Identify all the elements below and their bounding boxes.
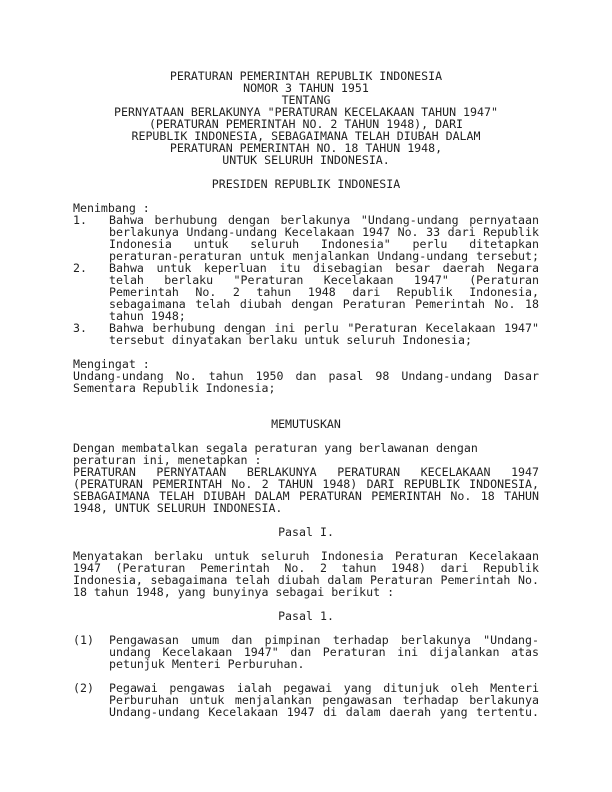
pasal-i-paragraph: Indonesia, sebagaimana telah diubah dalam Peraturan Pemerintah No. (73, 573, 539, 587)
text-line: tersebut dinyatakan berlaku untuk seluruh Indonesia; (109, 333, 472, 347)
text-line: Pegawai pengawas ialah pegawai yang ditunjuk oleh Menteri (109, 681, 539, 695)
document-text (73, 70, 539, 718)
list-item-body (109, 634, 539, 670)
document-title: PERATURAN PEMERINTAH NO. 18 TAHUN 1948, (169, 141, 443, 155)
text-line: petunjuk Menteri Perburuhan. (109, 657, 305, 671)
list-item-body (109, 682, 539, 718)
text-line: undang Kecelakaan 1947" dan Peraturan ini dijalankan atas (109, 645, 539, 659)
pasal-i-paragraph: 18 tahun 1948, yang bunyinya sebagai berikut : (73, 585, 395, 599)
text-line: sebagaimana telah diubah dengan Peraturan Pemerintah No. 18 (109, 297, 539, 311)
menimbang-item-3 (73, 322, 539, 346)
list-marker: (1) (73, 633, 94, 647)
list-item-body (109, 214, 539, 262)
memutuskan-heading: MEMUTUSKAN (271, 417, 341, 431)
text-line: Bahwa berhubung dengan ini perlu "Peraturan Kecelakaan 1947" (109, 321, 539, 335)
presiden-heading: PRESIDEN REPUBLIK INDONESIA (211, 177, 401, 191)
text-line: Perburuhan untuk menjalankan pengawasan terhadap berlakunya (109, 693, 539, 707)
text-line: Undang-undang Kecelakaan 1947 di dalam daerah yang tertentu. (109, 705, 539, 719)
pasal-i-paragraph: 1947 (Peraturan Pemerintah No. 2 tahun 1948) dari Republik (73, 561, 539, 575)
mengingat-section: Mengingat : (73, 357, 150, 371)
menimbang-item-2 (73, 262, 539, 322)
menetapkan-paragraph: SEBAGAIMANA TELAH DIUBAH DALAM PERATURAN PEMERINTAH No. 18 TAHUN (73, 489, 539, 503)
menetapkan-paragraph: 1948, UNTUK SELURUH INDONESIA. (73, 501, 283, 515)
document-title: TENTANG (281, 93, 331, 107)
menetapkan-paragraph: Dengan membatalkan segala peraturan yang berlawanan dengan (73, 441, 478, 455)
mengingat-section: Undang-undang No. tahun 1950 dan pasal 98 Undang-undang Dasar (73, 369, 539, 383)
menetapkan-paragraph: (PERATURAN PEMERINTAH No. 2 TAHUN 1948) DARI REPUBLIK INDONESIA, (73, 477, 539, 491)
document-title: REPUBLIK INDONESIA, SEBAGAIMANA TELAH DIUBAH DALAM (131, 129, 481, 143)
text-line: telah berlaku "Peraturan Kecelakaan 1947" (Peraturan (109, 273, 539, 287)
text-line: berlakunya Undang-undang Kecelakaan 1947 No. 33 dari Republik (109, 225, 539, 239)
pasal-1-item-1 (73, 634, 539, 670)
list-item-body (109, 322, 539, 346)
text-line: Bahwa untuk keperluan itu disebagian besar daerah Negara (109, 261, 539, 275)
menimbang-item-1 (73, 214, 539, 262)
pasal-i-heading: Pasal I. (278, 525, 334, 539)
list-marker: 2. (73, 261, 87, 275)
text-line: Pemerintah No. 2 tahun 1948 dari Republik Indonesia, (109, 285, 539, 299)
menetapkan-paragraph: PERATURAN PERNYATAAN BERLAKUNYA PERATURAN KECELAKAAN 1947 (73, 465, 539, 479)
list-marker: 3. (73, 321, 87, 335)
document-title: NOMOR 3 TAHUN 1951 (243, 81, 369, 95)
mengingat-section: Sementara Republik Indonesia; (73, 381, 276, 395)
text-line: Indonesia untuk seluruh Indonesia" perlu ditetapkan (109, 237, 539, 251)
document-title: UNTUK SELURUH INDONESIA. (222, 153, 390, 167)
document-title: PERNYATAAN BERLAKUNYA "PERATURAN KECELAKAAN TAHUN 1947" (114, 105, 498, 119)
menetapkan-paragraph: peraturan ini, menetapkan : (73, 453, 262, 467)
text-line: Bahwa berhubung dengan berlakunya "Undang-undang pernyataan (109, 213, 539, 227)
list-item-body (109, 262, 539, 322)
list-marker: 1. (73, 213, 87, 227)
text-line: Pengawasan umum dan pimpinan terhadap berlakunya "Undang- (109, 633, 539, 647)
text-line: peraturan-peraturan untuk menjalankan Undang-undang tersebut; (109, 249, 539, 263)
menimbang-label: Menimbang : (73, 201, 150, 215)
document-title: PERATURAN PEMERINTAH REPUBLIK INDONESIA (169, 69, 443, 83)
text-line: tahun 1948; (109, 309, 186, 323)
blank-line (73, 394, 539, 406)
pasal-1-heading: Pasal 1. (278, 609, 334, 623)
list-marker: (2) (73, 681, 94, 695)
document-title: (PERATURAN PEMERINTAH NO. 2 TAHUN 1948), DARI (148, 117, 464, 131)
pasal-1-item-2 (73, 682, 539, 718)
pasal-i-paragraph: Menyatakan berlaku untuk seluruh Indonesia Peraturan Kecelakaan (73, 549, 539, 563)
